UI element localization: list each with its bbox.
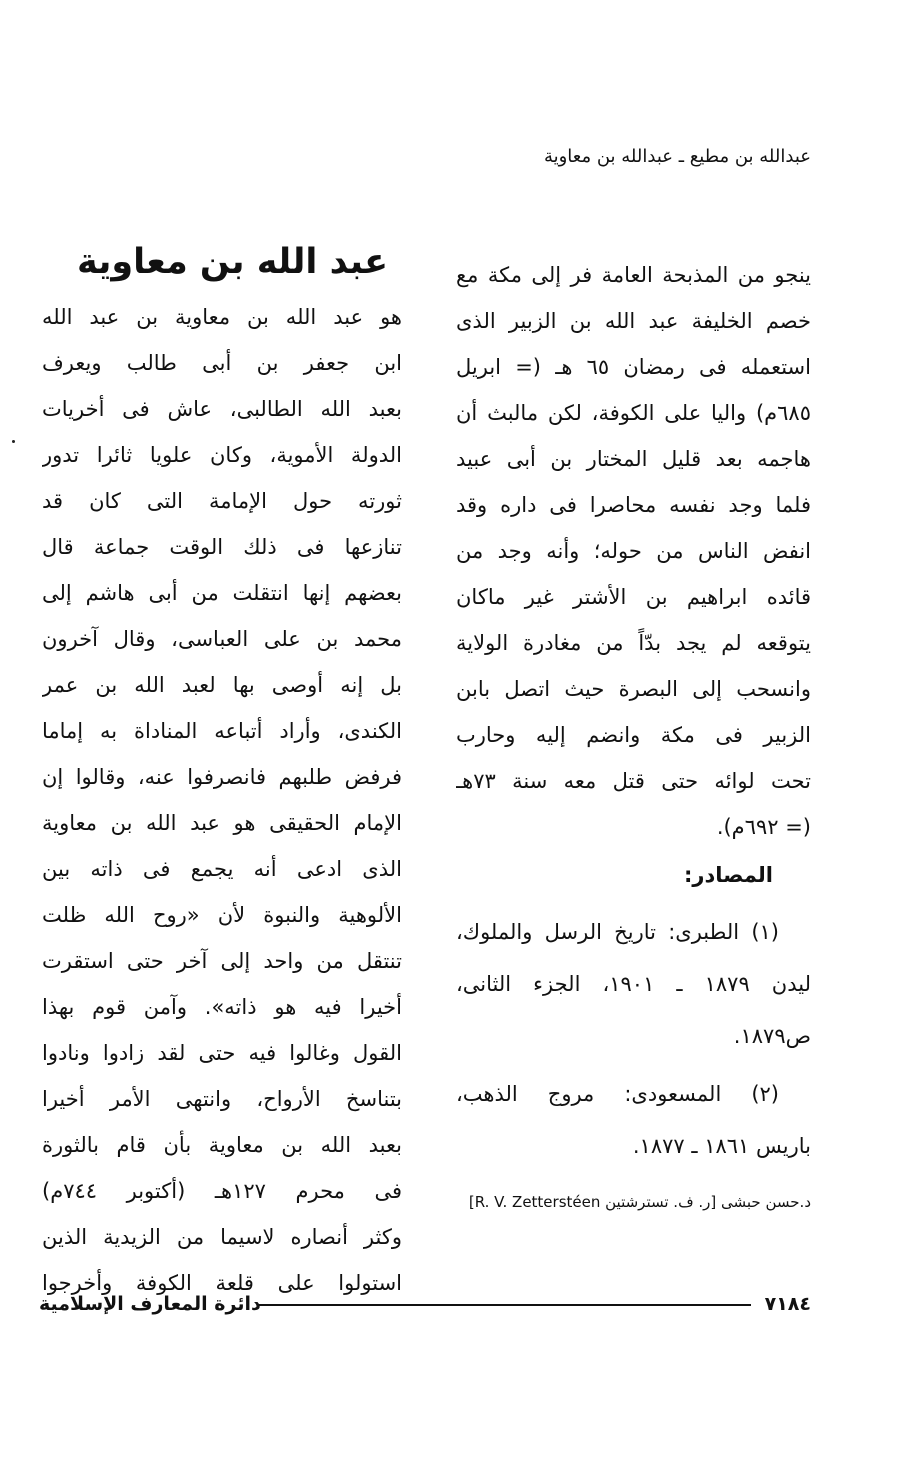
text-line: (= ٦٩٢م). (716, 815, 811, 839)
text-line: بعبد الله بن معاوية بأن قام بالثورة (42, 1133, 402, 1157)
text-line: تنازعها فى ذلك الوقت جماعة قال (42, 535, 402, 559)
text-line: الألوهية والنبوة لأن «روح الله ظلت (42, 903, 402, 927)
text-line: استولوا على قلعة الكوفة وأخرجوا (42, 1271, 402, 1295)
text-line: هاجمه بعد قليل المختار بن أبى عبيد (456, 447, 811, 471)
reference-line: ليدن ١٨٧٩ ـ ١٩٠١، الجزء الثانى، (456, 972, 811, 996)
text-line: الدولة الأموية، وكان علويا ثائرا تدور (42, 443, 402, 467)
text-line: محمد بن على العباسى، وقال آخرون (42, 627, 402, 651)
text-line: وكثر أنصاره لاسيما من الزيدية الذين (42, 1225, 402, 1249)
text-line: يتوقعه لم يجد بدّاً من مغادرة الولاية (456, 631, 811, 655)
text-line: ٦٨٥م) واليا على الكوفة، لكن مالبث أن (456, 401, 811, 425)
left-column (42, 232, 402, 1306)
text-line: الذى ادعى أنه يجمع فى ذاته بين (42, 857, 402, 881)
text-line: بعبد الله الطالبى، عاش فى أخريات (42, 397, 402, 421)
reference-line: (٢) المسعودى: مروج الذهب، (456, 1082, 779, 1106)
text-line: بل إنه أوصى بها لعبد الله بن عمر (42, 673, 402, 697)
text-line: تنتقل من واحد إلى آخر حتى استقرت (42, 949, 402, 973)
article-title: عبد الله بن معاوية (77, 242, 388, 282)
sources-heading: المصادر: (683, 863, 773, 887)
text-line: القول وغالوا فيه حتى لقد زادوا ونادوا (42, 1041, 402, 1065)
reference-line: (١) الطبرى: تاريخ الرسل والملوك، (456, 920, 779, 944)
text-line: بعضهم إنها انتقلت من أبى هاشم إلى (42, 581, 402, 605)
text-line: وانسحب إلى البصرة حيث اتصل بابن (456, 677, 811, 701)
reference-line: ص١٨٧٩. (733, 1024, 811, 1048)
text-line: ثورته حول الإمامة التى كان قد (42, 489, 402, 513)
author-attribution: د.حسن حبشى [ر. ف. تسترشتين R. V. Zetterstéen] (468, 1193, 811, 1211)
text-line: تحت لوائه حتى قتل معه سنة ٧٣هـ (456, 769, 811, 793)
text-line: ابن جعفر بن أبى طالب ويعرف (42, 351, 402, 375)
text-line: خصم الخليفة عبد الله بن الزبير الذى (456, 309, 811, 333)
page-number: ٧١٨٤ (764, 1293, 811, 1315)
text-line: فلما وجد نفسه محاصرا فى داره وقد (456, 493, 811, 517)
right-column (456, 252, 811, 1226)
text-line: استعمله فى رمضان ٦٥ هـ (= ابريل (456, 355, 811, 379)
text-line: الكندى، وأراد أتباعه المناداة به إماما (42, 719, 402, 743)
page-footer (39, 1284, 811, 1324)
text-line: بتناسخ الأرواح، وانتهى الأمر أخيرا (42, 1087, 402, 1111)
text-line: ينجو من المذبحة العامة فر إلى مكة مع (456, 263, 811, 287)
text-line: فرفض طلبهم فانصرفوا عنه، وقالوا إن (42, 765, 402, 789)
journal-name: دائرة المعارف الإسلامية (39, 1293, 261, 1315)
article-body (42, 294, 402, 1306)
scan-speck (12, 440, 15, 443)
reference-item (456, 1068, 811, 1172)
reference-item (456, 906, 811, 1062)
text-line: هو عبد الله بن معاوية بن عبد الله (42, 305, 402, 329)
running-head: عبدالله بن مطيع ـ عبدالله بن معاوية (543, 146, 811, 167)
text-line: فى محرم ١٢٧هـ (أكتوبر ٧٤٤م) (42, 1179, 402, 1203)
continuation-text (456, 252, 811, 850)
text-line: الإمام الحقيقى هو عبد الله بن معاوية (42, 811, 402, 835)
reference-line: باريس ١٨٦١ ـ ١٨٧٧. (632, 1134, 811, 1158)
footer-rule (259, 1304, 751, 1306)
text-line: قائده ابراهيم بن الأشتر غير ماكان (456, 585, 811, 609)
text-line: انفض الناس من حوله؛ وأنه وجد من (456, 539, 811, 563)
text-line: أخيرا فيه هو ذاته». وآمن قوم بهذا (42, 995, 402, 1019)
text-line: الزبير فى مكة وانضم إليه وحارب (456, 723, 811, 747)
